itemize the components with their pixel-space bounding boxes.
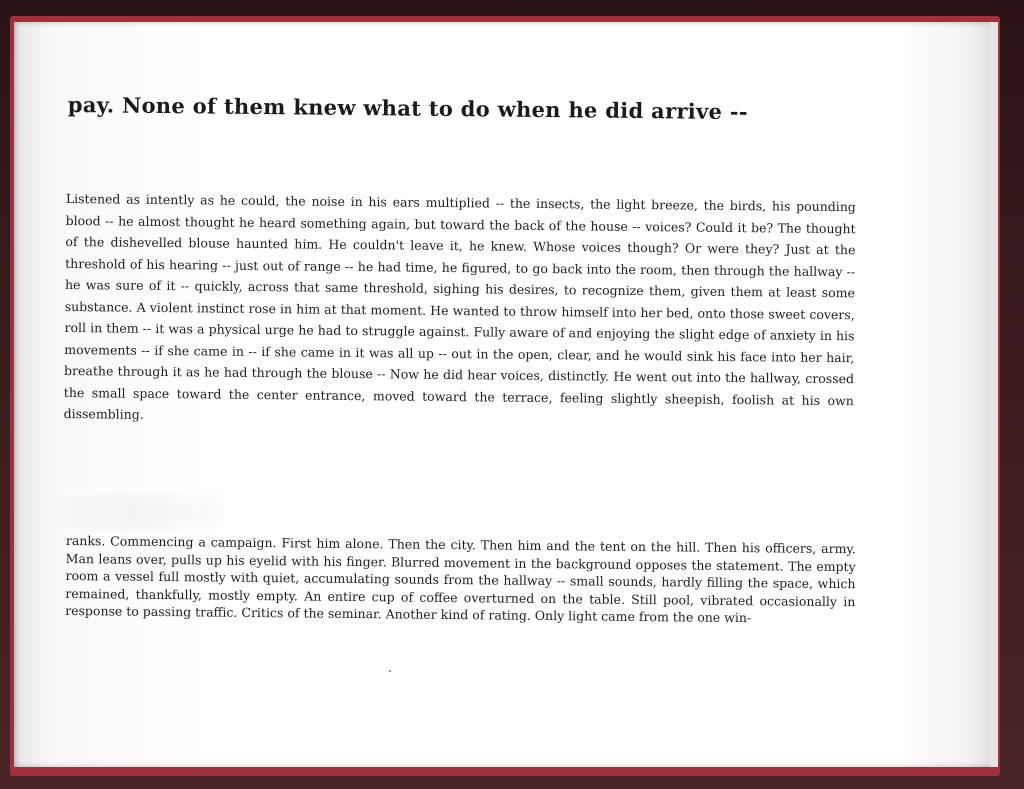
book-page [14,22,998,767]
show-through-smudge [54,492,224,532]
page-heading: pay. None of them knew what to do when he did arrive -- [67,92,748,125]
paragraph-1: Listened as intently as he could, the noise in his ears multiplied -- the insects, the light breeze, the birds, his pounding blood -- he almost thought he heard something again, but toward the back of the house -- voices? Could it be? The thought of the dishevelled blouse haunted him. He couldn't leave it, he knew. Whose voices though? Or were they? Just at the threshold of his hearing -- just out of range -- he had time, he figured, to go back into the room, then through the hallway -- he was sure of it -- quickly, across that same threshold, sighing his desires, to recognize them, given them at least some substance. A violent instinct rose in him at that moment. He wanted to throw himself into her bed, onto those sweet covers, roll in them -- it was a physical urge he had to struggle against. Fully aware of and enjoying the slight edge of anxiety in his movements -- if she came in -- if she came in it was all up -- out in the open, clear, and he would sink his face into her hair, breathe through it as he had through the blouse -- Now he did hear voices, distinctly. He went out into the hallway, crossed the small space toward the center entrance, moved toward the terrace, feeling slightly sheepish, foolish at his own dissembling. [63,190,856,422]
page-edges [990,22,998,767]
paragraph-2: ranks. Commencing a campaign. First him alone. Then the city. Then him and the tent on the hill. Then his officers, army. Man leans over, pulls up his eyelid with his finger. Blurred movement in the background opposes the statement. The empty room a vessel full mostly with quiet, accumulating sounds from the hallway -- small sounds, hardly filling the space, which remained, thankfully, mostly empty. An entire cup of coffee overturned on the table. Still pool, vibrated occasionally in response to passing traffic. Critics of the seminar. Another kind of rating. Only light came from the one win- [65,532,856,626]
paper-speck [389,670,391,672]
